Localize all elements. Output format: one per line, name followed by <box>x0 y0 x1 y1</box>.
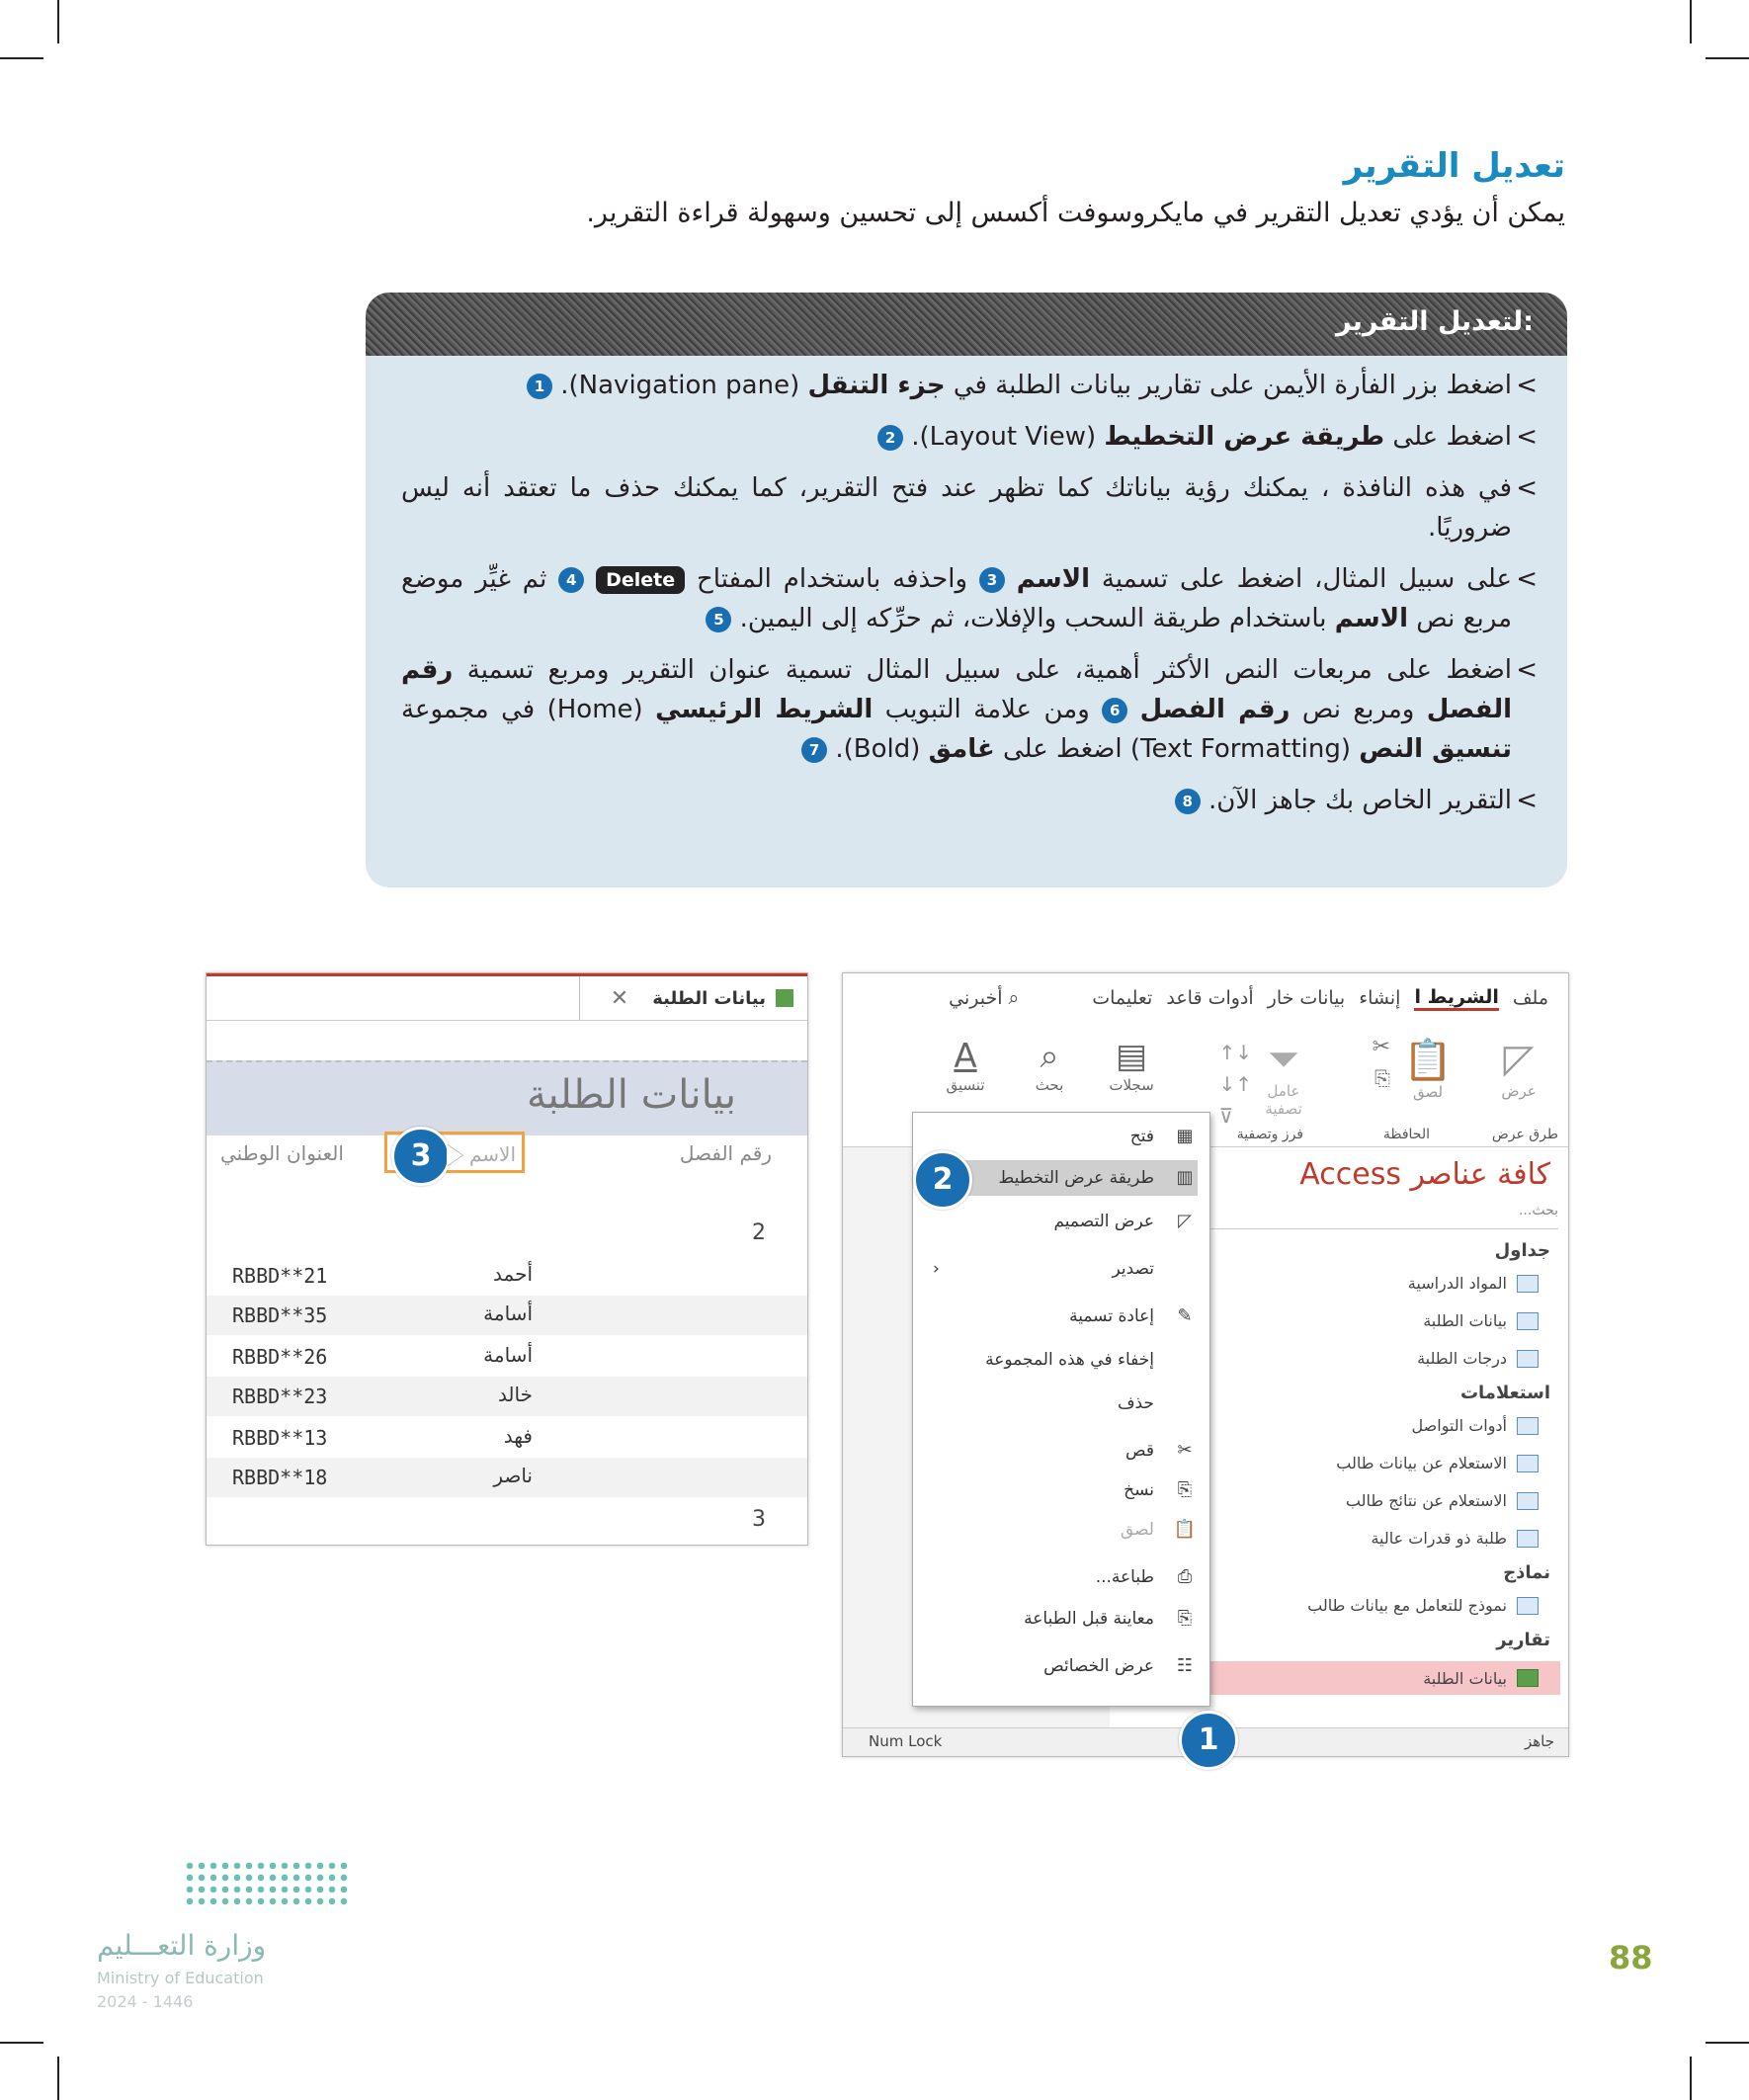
step-number-badge: 2 <box>877 425 903 451</box>
menu-open[interactable]: ▦ فتح <box>923 1119 1198 1154</box>
crop-mark <box>1706 2042 1749 2044</box>
menu-properties[interactable]: ☷ عرض الخصائص <box>923 1648 1198 1684</box>
nav-item-report-selected[interactable]: بيانات الطلبة <box>1118 1661 1560 1695</box>
step: > التقرير الخاص بك جاهز الآن. 8 <box>401 781 1512 820</box>
menu-delete[interactable]: حذف <box>1117 1393 1154 1413</box>
tab-file[interactable]: ملف <box>1512 987 1548 1009</box>
sort-icons[interactable]: ↑↓ ↓↑ ⊽ <box>1218 1041 1252 1128</box>
table-row[interactable]: خالد RBBD**23 <box>207 1377 807 1416</box>
group-value: 3 <box>752 1507 766 1532</box>
design-view-icon: ◸ <box>1178 1211 1192 1231</box>
paste-icon: 📋 <box>1403 1038 1453 1083</box>
tab-create[interactable]: إنشاء <box>1359 987 1401 1009</box>
nav-item[interactable]: الاستعلام عن نتائج طالب <box>1346 1491 1539 1510</box>
print-preview-icon: ⎘ <box>1177 1608 1193 1629</box>
instructions-header <box>366 293 1567 356</box>
copy-icon[interactable]: ⎘ <box>1374 1066 1390 1090</box>
nav-item[interactable]: الاستعلام عن بيانات طالب <box>1336 1454 1539 1472</box>
group-views-label: طرق عرض <box>1491 1127 1558 1142</box>
properties-icon: ☷ <box>1176 1655 1194 1676</box>
ministry-name-ar: وزارة التعـــليم <box>97 1929 267 1962</box>
menu-design-view[interactable]: ◸ عرض التصميم <box>923 1204 1198 1239</box>
instructions-title: لتعديل التقرير: <box>1335 306 1534 337</box>
group-value: 2 <box>752 1220 766 1245</box>
crop-mark <box>1690 2057 1692 2100</box>
step-number-badge: 1 <box>527 374 552 399</box>
ministry-year: 2024 - 1446 <box>97 1992 194 2011</box>
table-row[interactable]: ناصر RBBD**18 <box>207 1458 807 1497</box>
filter-icon: ⏷ <box>1268 1037 1299 1082</box>
view-button[interactable]: ◸ عرض <box>1491 1037 1546 1100</box>
close-icon[interactable]: ✕ <box>610 985 629 1011</box>
nav-section-forms[interactable]: نماذج <box>1503 1562 1550 1583</box>
tab-database-tools[interactable]: أدوات قاعد <box>1166 987 1254 1009</box>
status-ready: جاهز <box>1524 1732 1554 1750</box>
step: > على سبيل المثال، اضغط على تسمية الاسم 3 واحذفه باستخدام المفتاح Delete 4 ثم غيِّر موضع مربع نص الاسم باستخدام طريقة السحب والإفلات، ثم حرِّكه إلى اليمين. 5 <box>401 559 1512 638</box>
menu-export[interactable]: تصدير ‹ <box>933 1259 1154 1279</box>
view-icon: ◸ <box>1503 1037 1535 1082</box>
table-row[interactable]: فهد RBBD**13 <box>232 1424 533 1450</box>
query-icon <box>1517 1492 1539 1510</box>
nav-section-reports[interactable]: تقارير <box>1496 1630 1550 1650</box>
find-button[interactable]: ⌕ بحث <box>1025 1037 1074 1094</box>
nav-section-tables[interactable]: جداول <box>1494 1240 1550 1261</box>
nav-item[interactable]: المواد الدراسية <box>1408 1274 1539 1293</box>
crop-mark <box>1690 0 1692 43</box>
nav-item[interactable]: درجات الطلبة <box>1417 1349 1539 1368</box>
nav-search[interactable]: بحث... <box>1120 1203 1558 1229</box>
step: > في هذه النافذة ، يمكنك رؤية بياناتك كما تظهر عند فتح التقرير، كما يمكنك حذف ما تعتقد أنه ليس ضروريًا. <box>401 468 1512 547</box>
status-num-lock: Num Lock <box>869 1732 943 1750</box>
report-tab[interactable]: بيانات الطلبة ✕ <box>579 976 807 1020</box>
menu-hide[interactable]: إخفاء في هذه المجموعة <box>985 1350 1154 1370</box>
crop-mark <box>1706 57 1749 59</box>
ministry-logo <box>184 1860 352 1905</box>
nav-item[interactable]: طلبة ذو قدرات عالية <box>1371 1529 1539 1548</box>
report-icon <box>1517 1669 1539 1687</box>
crop-mark <box>57 2057 59 2100</box>
report-tab-bar <box>207 973 807 1021</box>
nav-item[interactable]: نموذج للتعامل مع بيانات طالب <box>1307 1596 1539 1615</box>
step: > اضغط على طريقة عرض التخطيط (Layout View). 2 <box>401 417 1512 457</box>
tab-external-data[interactable]: بيانات خار <box>1267 987 1346 1009</box>
report-header-band <box>207 1060 807 1135</box>
tab-tell-me[interactable]: ⌕ أخبرني <box>949 987 1020 1009</box>
layout-view-icon: ▥ <box>1176 1167 1194 1188</box>
report-title: بيانات الطلبة <box>527 1072 736 1118</box>
step-number-badge: 5 <box>706 607 731 632</box>
steps-list <box>366 356 1567 820</box>
table-row[interactable]: أحمد RBBD**21 <box>232 1262 533 1288</box>
records-icon: ▤ <box>1115 1037 1148 1076</box>
intro-text: يمكن أن يؤدي تعديل التقرير في مايكروسوفت أكسس إلى تحسين وسهولة قراءة التقرير. <box>586 198 1565 228</box>
step: > اضغط على مربعات النص الأكثر أهمية، على سبيل المثال تسمية عنوان التقرير ومربع تسمية رقم الفصل ومربع نص رقم الفصل 6 ومن علامة التبويب الشريط الرئيسي (Home) في مجموعة تنسيق النص (Text Formatting) اضغط على غامق (Bold). 7 <box>401 650 1512 769</box>
callout-3: 3 <box>391 1127 451 1186</box>
cut-icon: ✂ <box>1177 1440 1193 1461</box>
menu-cut[interactable]: ✂ قص <box>923 1433 1198 1469</box>
step-number-badge: 7 <box>801 737 827 763</box>
chevron-left-icon: ‹ <box>933 1259 940 1279</box>
group-sort-label: فرز وتصفية <box>1236 1127 1303 1142</box>
table-icon <box>1517 1275 1539 1293</box>
query-icon <box>1517 1530 1539 1548</box>
crop-mark <box>0 2042 43 2044</box>
column-header-address[interactable]: العنوان الوطني <box>220 1141 344 1165</box>
crop-mark <box>57 0 59 43</box>
nav-section-queries[interactable]: استعلامات <box>1459 1383 1550 1403</box>
records-button[interactable]: ▤ سجلات <box>1102 1037 1161 1094</box>
ministry-name-en: Ministry of Education <box>97 1969 264 1987</box>
menu-print[interactable]: ⎙ طباعة... <box>923 1559 1198 1595</box>
open-icon: ▦ <box>1176 1126 1194 1146</box>
format-icon: A <box>954 1037 977 1076</box>
tab-help[interactable]: تعليمات <box>1092 987 1153 1009</box>
callout-1: 1 <box>1179 1711 1238 1770</box>
column-header-class[interactable]: رقم الفصل <box>679 1141 772 1165</box>
paste-button[interactable]: 📋 لصق <box>1398 1037 1458 1101</box>
step-number-badge: 3 <box>979 567 1005 593</box>
group-clipboard-label: الحافظة <box>1382 1127 1430 1142</box>
section-title: تعديل التقرير <box>1343 146 1565 186</box>
print-icon: ⎙ <box>1177 1566 1193 1587</box>
paste-icon: 📋 <box>1173 1519 1197 1540</box>
nav-pane-title: كافة عناصر Access <box>1299 1157 1550 1192</box>
filter-button[interactable]: ⏷ عامل تصفية <box>1254 1037 1313 1118</box>
delete-key: Delete <box>596 566 685 594</box>
step-number-badge: 4 <box>558 567 584 593</box>
menu-rename[interactable]: ✎ إعادة تسمية <box>923 1299 1198 1334</box>
query-icon <box>1517 1455 1539 1472</box>
menu-copy[interactable]: ⎘ نسخ <box>923 1472 1198 1508</box>
format-button[interactable]: A تنسيق <box>936 1037 995 1094</box>
ribbon-tabs <box>843 973 1568 1024</box>
column-header-name[interactable]: الاسم <box>384 1132 525 1173</box>
menu-paste[interactable]: 📋 لصق <box>1120 1519 1197 1540</box>
nav-item[interactable]: بيانات الطلبة <box>1423 1311 1539 1330</box>
table-icon <box>1517 1350 1539 1368</box>
query-icon <box>1517 1417 1539 1435</box>
cut-icon[interactable]: ✂ <box>1372 1035 1390 1059</box>
find-icon: ⌕ <box>1040 1037 1059 1076</box>
report-icon <box>776 989 793 1007</box>
table-row[interactable]: أسامة RBBD**26 <box>232 1343 533 1369</box>
form-icon <box>1517 1597 1539 1615</box>
report-screenshot <box>206 972 808 1546</box>
page-number: 88 <box>1609 1939 1653 1976</box>
table-row[interactable]: أسامة RBBD**35 <box>207 1296 807 1335</box>
rename-icon: ✎ <box>1177 1305 1193 1326</box>
step-number-badge: 6 <box>1102 698 1127 723</box>
step: > اضغط بزر الفأرة الأيمن على تقارير بيانات الطلبة في جزء التنقل (Navigation pane). 1 <box>401 366 1512 405</box>
access-screenshot <box>842 972 1569 1757</box>
tab-home[interactable]: الشريط ا <box>1414 986 1498 1011</box>
menu-layout-view[interactable]: ▥ طريقة عرض التخطيط <box>923 1160 1198 1196</box>
nav-item[interactable]: أدوات التواصل <box>1412 1416 1539 1435</box>
callout-2: 2 <box>913 1150 972 1210</box>
step-number-badge: 8 <box>1175 789 1201 814</box>
table-icon <box>1517 1312 1539 1330</box>
instructions-box <box>366 293 1567 887</box>
copy-icon: ⎘ <box>1177 1479 1193 1500</box>
arrow-pointer <box>447 1144 462 1166</box>
crop-mark <box>0 57 43 59</box>
menu-print-preview[interactable]: ⎘ معاينة قبل الطباعة <box>923 1601 1198 1637</box>
